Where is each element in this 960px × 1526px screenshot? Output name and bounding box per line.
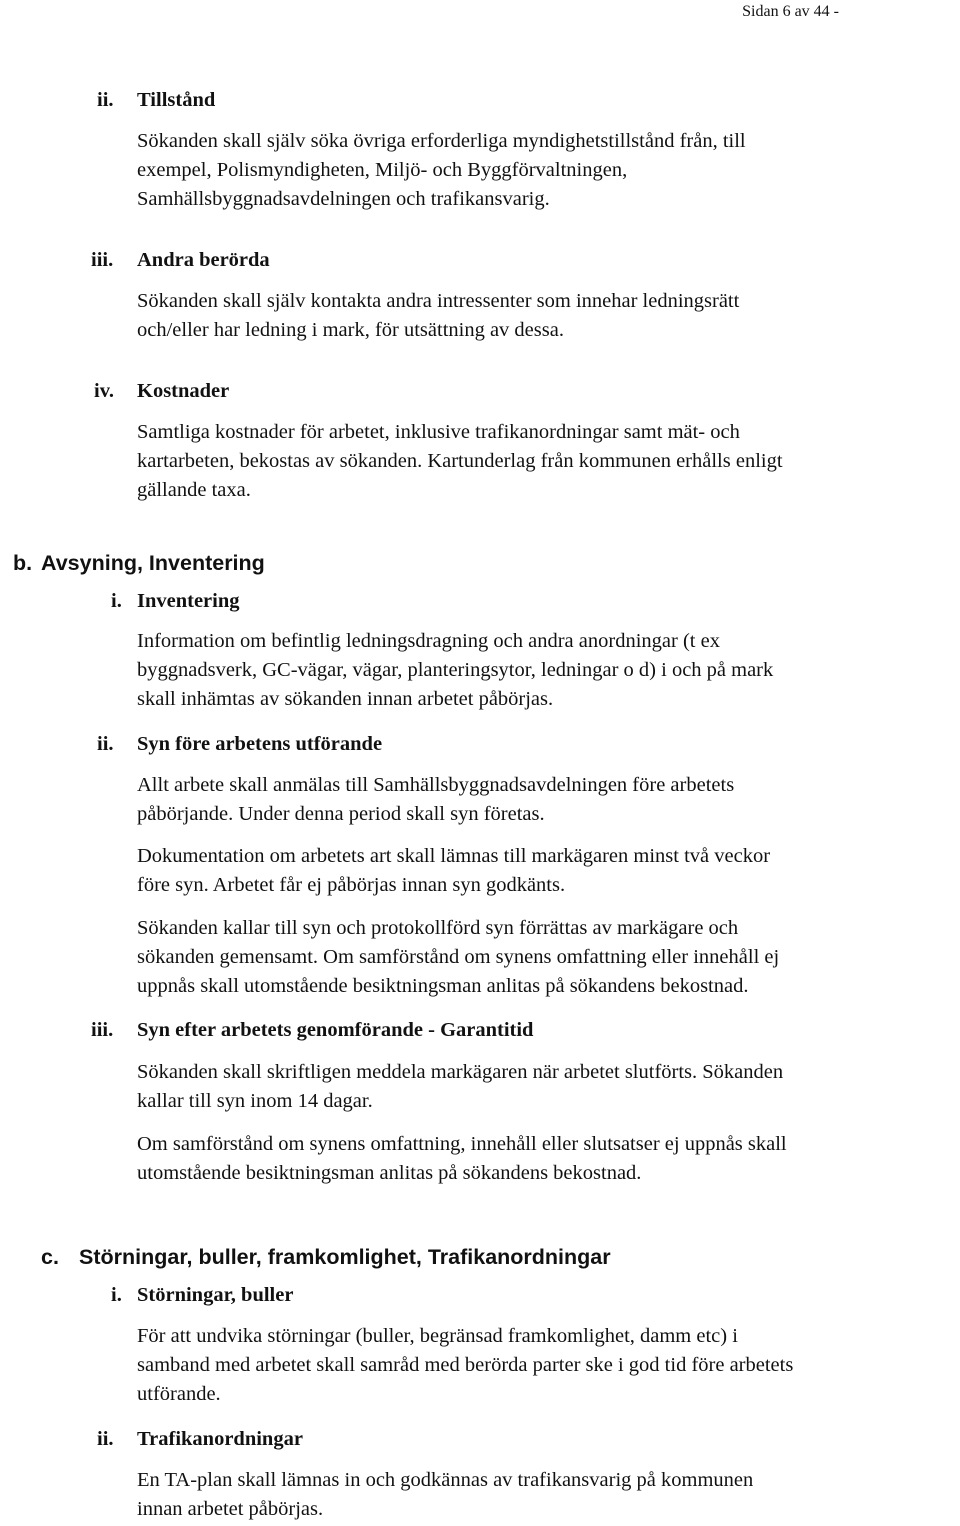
item-paragraph — [137, 1466, 957, 1524]
section-letter: b. — [13, 551, 33, 575]
text-line: Samtliga kostnader för arbetet, inklusive trafikanordningar samt mät- och — [137, 421, 740, 443]
text-line: Allt arbete skall anmälas till Samhällsbyggnadsavdelningen före arbetets — [137, 774, 735, 796]
item-paragraph — [137, 1322, 957, 1409]
item-number: ii. — [97, 733, 114, 755]
item-number: i. — [111, 1284, 122, 1306]
item-heading: Syn efter arbetets genomförande - Garantitid — [137, 1019, 534, 1041]
text-line: skall inhämtas av sökanden innan arbetet påbörjas. — [137, 688, 554, 710]
text-line: innan arbetet påbörjas. — [137, 1498, 324, 1520]
text-line: utomstående besiktningsman anlitas på sökandens bekostnad. — [137, 1162, 642, 1184]
text-line: kallar till syn inom 14 dagar. — [137, 1090, 373, 1112]
item-paragraph — [137, 1130, 957, 1188]
text-line: Om samförstånd om synens omfattning, innehåll eller slutsatser ej uppnås skall — [137, 1133, 787, 1155]
item-paragraph — [137, 771, 957, 829]
item-number: ii. — [97, 89, 114, 111]
item-heading: Inventering — [137, 590, 240, 612]
item-paragraph — [137, 418, 957, 505]
text-line: uppnås skall utomstående besiktningsman anlitas på sökandens bekostnad. — [137, 975, 749, 997]
section-letter: c. — [41, 1245, 59, 1269]
text-line: gällande taxa. — [137, 479, 251, 501]
text-line: och/eller har ledning i mark, för utsättning av dessa. — [137, 319, 564, 341]
text-line: sökanden gemensamt. Om samförstånd om synens omfattning eller innehåll ej — [137, 946, 780, 968]
item-heading: Störningar, buller — [137, 1284, 294, 1306]
text-line: Sökanden skall skriftligen meddela markägaren när arbetet slutförts. Sökanden — [137, 1061, 784, 1083]
item-paragraph — [137, 842, 957, 900]
item-paragraph — [137, 914, 957, 1001]
text-line: Sökanden skall själv söka övriga erforderliga myndighetstillstånd från, till — [137, 130, 746, 152]
text-line: byggnadsverk, GC-vägar, vägar, planteringsytor, ledningar o d) i och på mark — [137, 659, 774, 681]
text-line: Sökanden skall själv kontakta andra intressenter som innehar ledningsrätt — [137, 290, 740, 312]
text-line: exempel, Polismyndigheten, Miljö- och Byggförvaltningen, — [137, 159, 628, 181]
text-line: före syn. Arbetet får ej påbörjas innan syn godkänts. — [137, 874, 566, 896]
text-line: utförande. — [137, 1383, 221, 1405]
section-heading: Störningar, buller, framkomlighet, Trafikanordningar — [79, 1245, 611, 1269]
item-heading: Andra berörda — [137, 249, 270, 271]
text-line: Dokumentation om arbetets art skall lämnas till markägaren minst två veckor — [137, 845, 771, 867]
text-line: samband med arbetet skall samråd med berörda parter ske i god tid före arbetets — [137, 1354, 794, 1376]
text-line: En TA-plan skall lämnas in och godkännas av trafikansvarig på kommunen — [137, 1469, 754, 1491]
item-paragraph — [137, 127, 957, 214]
item-number: iv. — [94, 380, 114, 402]
item-paragraph — [137, 1058, 957, 1116]
item-number: i. — [111, 590, 122, 612]
text-line: Sökanden kallar till syn och protokollförd syn förrättas av markägare och — [137, 917, 739, 939]
item-number: iii. — [91, 1019, 114, 1041]
page-number-label: Sidan 6 av 44 - — [742, 3, 839, 20]
text-line: Samhällsbyggnadsavdelningen och trafikansvarig. — [137, 188, 550, 210]
item-number: ii. — [97, 1428, 114, 1450]
item-heading: Trafikanordningar — [137, 1428, 303, 1450]
section-heading: Avsyning, Inventering — [41, 551, 265, 575]
text-line: För att undvika störningar (buller, begränsad framkomlighet, damm etc) i — [137, 1325, 738, 1347]
item-paragraph — [137, 287, 957, 345]
text-line: Information om befintlig ledningsdragning och andra anordningar (t ex — [137, 630, 720, 652]
item-number: iii. — [91, 249, 114, 271]
item-heading: Kostnader — [137, 380, 230, 402]
text-line: påbörjande. Under denna period skall syn företas. — [137, 803, 545, 825]
item-paragraph — [137, 627, 957, 714]
item-heading: Syn före arbetens utförande — [137, 733, 383, 755]
text-line: kartarbeten, bekostas av sökanden. Kartunderlag från kommunen erhålls enligt — [137, 450, 783, 472]
item-heading: Tillstånd — [137, 89, 216, 111]
